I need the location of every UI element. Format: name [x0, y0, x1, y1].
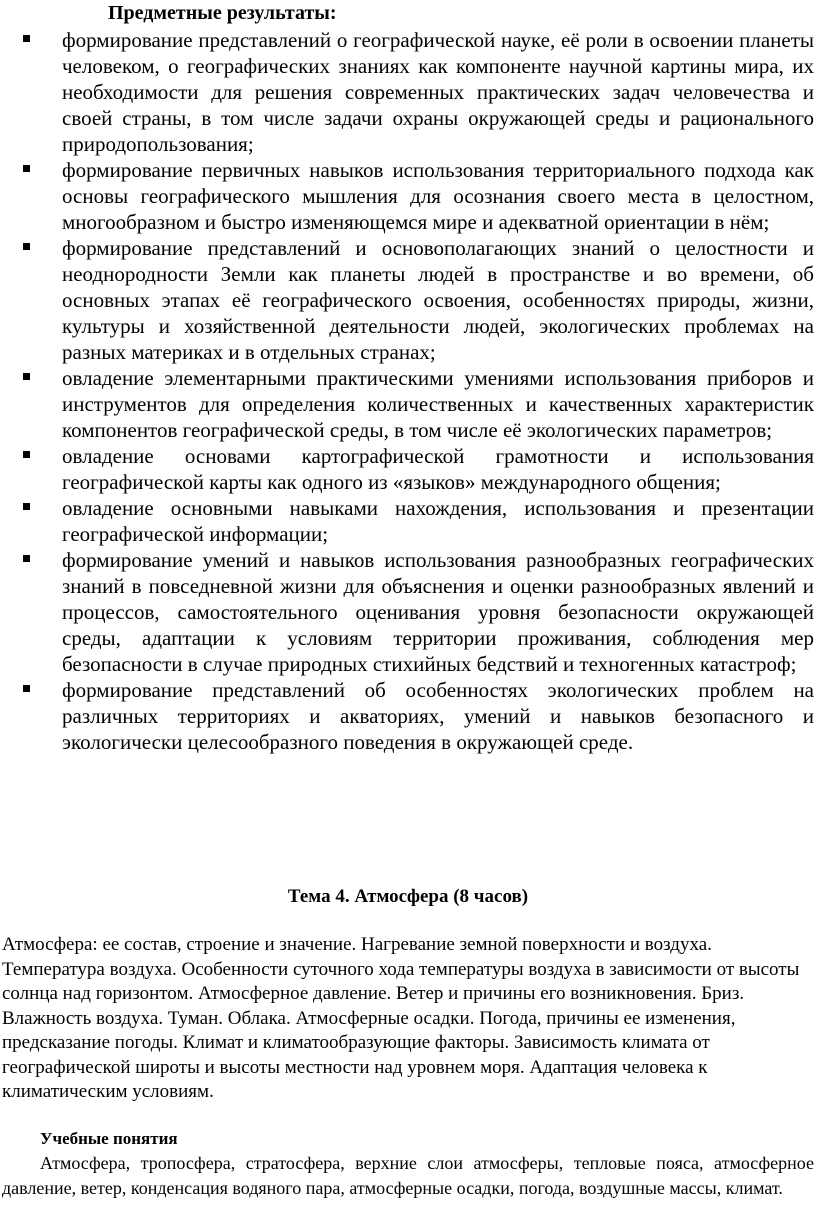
- square-bullet-icon: [23, 373, 30, 380]
- list-item: [20, 157, 814, 235]
- square-bullet-icon: [23, 555, 30, 562]
- list-item: [20, 365, 814, 443]
- list-item-text: формирование представлений и основополагающих знаний о целостности и неоднородности Земли как планеты людей в пространстве и во времени, об основных этапах её географического освоения, особенностях природы, жизни, культуры и хозяйственной деятельности людей, экологических проблемах на разных материках и в отдельных странах;: [62, 236, 814, 364]
- list-item: [20, 235, 814, 365]
- list-item-text: формирование первичных навыков использования территориального подхода как основы географического мышления для осознания своего места в целостном, многообразном и быстро изменяющемся мире и адекватной ориентации в нём;: [62, 158, 814, 234]
- subject-results-heading: Предметные результаты:: [108, 2, 337, 24]
- topic-title: Тема 4. Атмосфера (8 часов): [287, 886, 529, 907]
- topic-description: Атмосфера: ее состав, строение и значение. Нагревание земной поверхности и воздуха. Температура воздуха. Особенности суточного хода температуры воздуха в зависимости от высоты солнца над горизонтом. Атмосферное давление. Ветер и причины его возникновения. Бриз. Влажность воздуха. Туман. Облака. Атмосферные осадки. Погода, причины ее изменения, предсказание погоды. Климат и климатообразующие факторы. Зависимость климата от географической широты и высоты местности над уровнем моря. Адаптация человека к климатическим условиям.: [2, 934, 800, 1102]
- list-item: [20, 495, 814, 547]
- square-bullet-icon: [23, 451, 30, 458]
- square-bullet-icon: [23, 243, 30, 250]
- square-bullet-icon: [23, 165, 30, 172]
- list-item-text: овладение основными навыками нахождения, использования и презентации географической информации;: [62, 496, 814, 546]
- square-bullet-icon: [23, 685, 30, 692]
- list-item: [20, 547, 814, 677]
- list-item: [20, 677, 814, 755]
- concepts-text: Атмосфера, тропосфера, стратосфера, верхние слои атмосферы, тепловые пояса, атмосферное давление, ветер, конденсация водяного пара, атмосферные осадки, погода, воздушные массы, климат.: [2, 1153, 814, 1198]
- list-item-text: формирование представлений о географической науке, её роли в освоении планеты человеком, о географических знаниях как компоненте научной картины мира, их необходимости для решения современных практических задач человечества и своей страны, в том числе задачи охраны окружающей среды и рационального природопользования;: [62, 28, 814, 156]
- list-item-text: формирование представлений об особенностях экологических проблем на различных территориях и акваториях, умений и навыков безопасного и экологически целесообразного поведения в окружающей среде.: [62, 678, 814, 754]
- square-bullet-icon: [23, 35, 30, 42]
- list-item-text: овладение основами картографической грамотности и использования географической карты как одного из «языков» международного общения;: [62, 444, 814, 494]
- list-item-text: овладение элементарными практическими умениями использования приборов и инструментов для определения количественных и качественных характеристик компонентов географической среды, в том числе её экологических параметров;: [62, 366, 814, 442]
- square-bullet-icon: [23, 503, 30, 510]
- subject-results-list: [20, 27, 814, 755]
- list-item-text: формирование умений и навыков использования разнообразных географических знаний в повседневной жизни для объяснения и оценки разнообразных явлений и процессов, самостоятельного оценивания уровня безопасности окружающей среды, адаптации к условиям территории проживания, соблюдения мер безопасности в случае природных стихийных бедствий и техногенных катастроф;: [62, 548, 814, 676]
- concepts-title: Учебные понятия: [40, 1129, 178, 1148]
- list-item: [20, 443, 814, 495]
- list-item: [20, 27, 814, 157]
